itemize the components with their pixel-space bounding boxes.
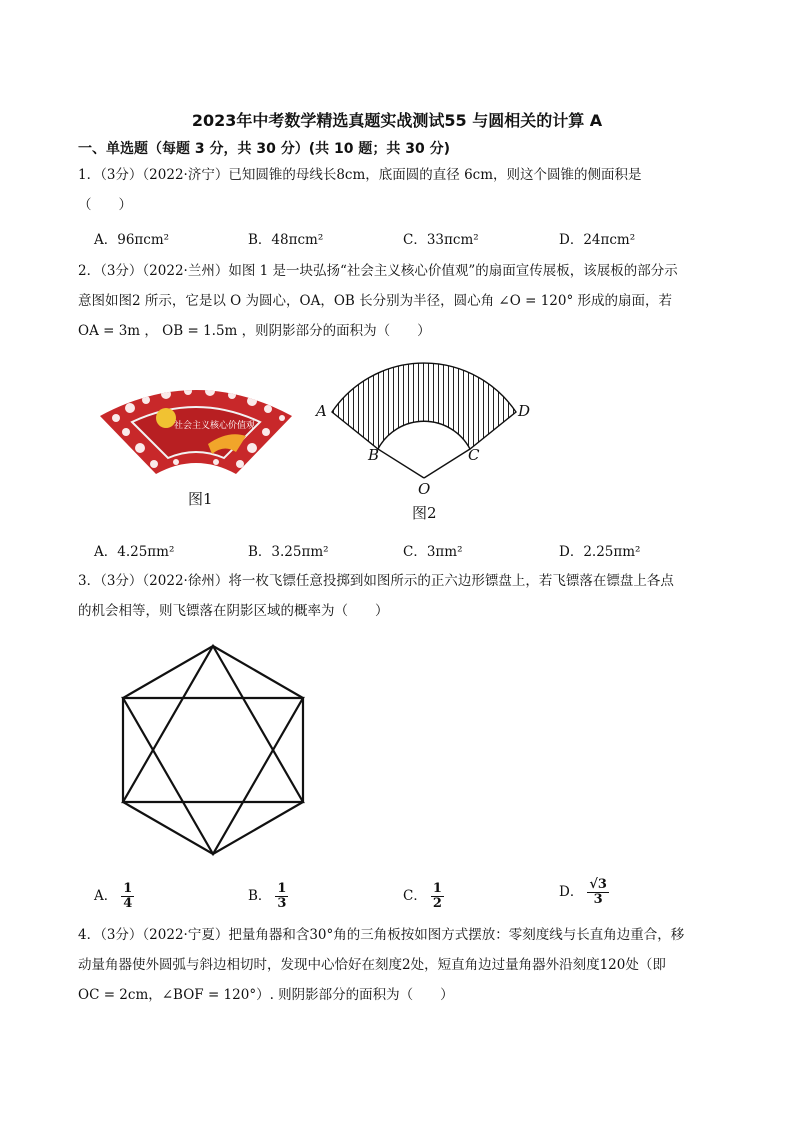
q3-option-d-denominator: 3 xyxy=(593,892,603,907)
q3-option-c-denominator: 2 xyxy=(432,896,442,911)
q3-option-b-letter: B． xyxy=(248,888,272,904)
annular-sector-figure xyxy=(326,360,522,484)
q3-option-c-letter: C． xyxy=(403,888,427,904)
point-o-label: O xyxy=(418,480,431,498)
q3-option-a-denominator: 4 xyxy=(123,896,133,911)
section-heading: 一、单选题（每题 3 分，共 30 分）(共 10 题；共 30 分) xyxy=(78,141,450,157)
q1-option-b: B．48πcm² xyxy=(248,232,324,248)
q3-option-b xyxy=(248,882,288,911)
q2-text-line3: OA = 3m ， OB = 1.5m ，则阴影部分的面积为（ ） xyxy=(78,323,431,339)
q3-option-d-letter: D． xyxy=(559,884,584,900)
q3-text-line1: 3．（3分）（2022·徐州）将一枚飞镖任意投掷到如图所示的正六边形镖盘上，若飞镖落在镖盘上各点 xyxy=(78,573,674,589)
q3-option-c-fraction xyxy=(431,882,444,911)
q3-option-a xyxy=(94,882,134,911)
point-a-label: A xyxy=(316,402,327,420)
hexagon-star-figure xyxy=(110,640,320,872)
q2-text-line1: 2．（3分）（2022·兰州）如图 1 是一块弘扬“社会主义核心价值观”的扇面宣传展板，该展板的部分示 xyxy=(78,263,678,279)
q1-option-d: D．24πcm² xyxy=(559,232,636,248)
q3-text-line2: 的机会相等，则飞镖落在阴影区域的概率为（ ） xyxy=(78,603,389,619)
q3-option-d-numerator: √3 xyxy=(589,877,607,892)
q4-text-line3: OC = 2cm，∠BOF = 120°）. 则阴影部分的面积为（ ） xyxy=(78,987,454,1003)
q3-option-a-numerator: 1 xyxy=(123,881,133,896)
q2-option-c: C．3πm² xyxy=(403,544,463,560)
fan-board-slogan: 社会主义核心价值观 xyxy=(174,421,256,431)
q3-option-b-numerator: 1 xyxy=(277,881,287,896)
fan-board-figure xyxy=(96,378,296,478)
q3-option-b-denominator: 3 xyxy=(277,896,287,911)
q3-option-a-letter: A． xyxy=(94,888,118,904)
q4-text-line2: 动量角器使外圆弧与斜边相切时，发现中心恰好在刻度2处，短直角边过量角器外沿刻度120处（即 xyxy=(78,957,666,973)
point-c-label: C xyxy=(468,446,480,464)
figure1-caption: 图1 xyxy=(188,490,213,508)
q1-text-line2: （ ） xyxy=(78,197,132,213)
q3-option-a-fraction xyxy=(121,882,134,911)
q2-text-line2: 意图如图2 所示，它是以 O 为圆心，OA，OB 长分别为半径，圆心角 ∠O = 120° 形成的扇面，若 xyxy=(78,293,672,309)
q2-option-b: B．3.25πm² xyxy=(248,544,329,560)
q1-option-a: A．96πcm² xyxy=(94,232,170,248)
q3-option-b-fraction xyxy=(275,882,288,911)
point-b-label: B xyxy=(368,446,380,464)
q2-option-a: A．4.25πm² xyxy=(94,544,175,560)
q2-option-d: D．2.25πm² xyxy=(559,544,641,560)
figure2-caption: 图2 xyxy=(412,504,437,522)
q3-option-c xyxy=(403,882,444,911)
q3-option-d-fraction xyxy=(587,878,609,907)
q3-option-d xyxy=(559,878,609,907)
q1-option-c: C．33πcm² xyxy=(403,232,479,248)
q3-option-c-numerator: 1 xyxy=(432,881,442,896)
q4-text-line1: 4．（3分）（2022·宁夏）把量角器和含30°角的三角板按如图方式摆放：零刻度线与长直角边重合，移 xyxy=(78,927,685,943)
point-d-label: D xyxy=(518,402,531,420)
page-title: 2023年中考数学精选真题实战测试55 与圆相关的计算 A xyxy=(191,111,603,130)
q1-text-line1: 1．（3分）（2022·济宁）已知圆锥的母线长8cm，底面圆的直径 6cm，则这个圆锥的侧面积是 xyxy=(78,167,642,183)
